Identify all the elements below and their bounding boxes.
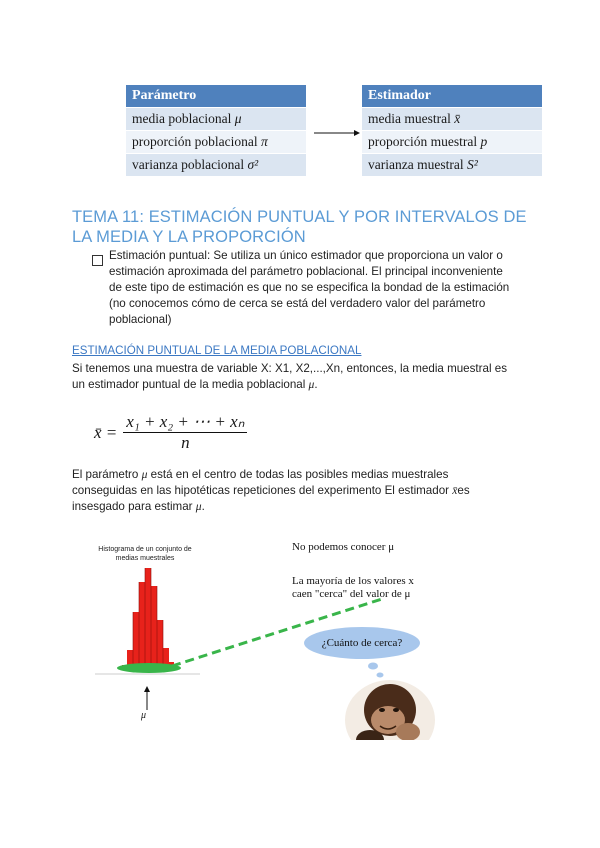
- paragraph-2: El parámetro μ está en el centro de todas las posibles medias muestrales conseguidas en las hipotéticas repeticiones del experimento El estimador x̄es insesgado para estimar μ.: [72, 468, 470, 513]
- arrow-right-icon: [312, 127, 362, 139]
- section-paragraph: Si tenemos una muestra de variable X: X1, X2,...,Xn, entonces, la media muestral es un estimador puntual de la media poblacional μ.: [72, 362, 507, 391]
- formula-lhs: x̄ =: [94, 422, 118, 442]
- note-1: No podemos conocer μ: [292, 541, 395, 553]
- histogram-bar: [133, 612, 139, 670]
- parametro-header: Parámetro: [126, 85, 306, 108]
- checkbox-icon: [92, 255, 103, 266]
- formula-numerator: x₁ + x₂ + ⋯ + xₙ: [123, 412, 247, 433]
- table-row: proporción poblacional π: [126, 131, 306, 154]
- table-row: varianza poblacional σ²: [126, 154, 306, 177]
- estimador-header: Estimador: [362, 85, 542, 108]
- formula: [94, 412, 247, 453]
- table-row: media muestral x̄: [362, 108, 542, 131]
- bullet-paragraph: Estimación puntual: Se utiliza un único estimador que proporciona un valor o estimación aproximada del parámetro poblacional. El principal inconveniente de este tipo de estimación es que no se especifica la bondad de la estimación (no conocemos cómo de cerca se está del verdadero valor del parámetro poblacional): [109, 249, 510, 326]
- histogram-bar: [145, 568, 151, 670]
- section-heading: ESTIMACIÓN PUNTUAL DE LA MEDIA POBLACIONAL: [72, 344, 362, 357]
- page-title: TEMA 11: ESTIMACIÓN PUNTUAL Y POR INTERVALOS DE LA MEDIA Y LA PROPORCIÓN: [72, 208, 527, 246]
- formula-denominator: n: [181, 433, 190, 452]
- figure: [90, 540, 570, 740]
- table-row: media poblacional μ: [126, 108, 306, 131]
- thinking-chimp-image: [345, 680, 435, 740]
- note-2: La mayoría de los valores x caen "cerca" del valor de μ: [292, 575, 414, 600]
- table-row: varianza muestral S²: [362, 154, 542, 177]
- parametro-table: [126, 85, 306, 176]
- histogram-bar: [139, 582, 145, 670]
- green-ellipse: [117, 663, 181, 673]
- mu-label: μ: [141, 710, 147, 721]
- histogram-bar: [157, 620, 163, 670]
- bubble-text: ¿Cuánto de cerca?: [321, 637, 403, 649]
- table-row: proporción muestral p: [362, 131, 542, 154]
- histogram-title: Histograma de un conjunto de medias muestrales: [98, 546, 192, 562]
- histogram-bar: [151, 586, 157, 670]
- checkbox-bullet: [92, 253, 103, 271]
- estimador-table: [362, 85, 542, 176]
- histogram: [122, 568, 174, 670]
